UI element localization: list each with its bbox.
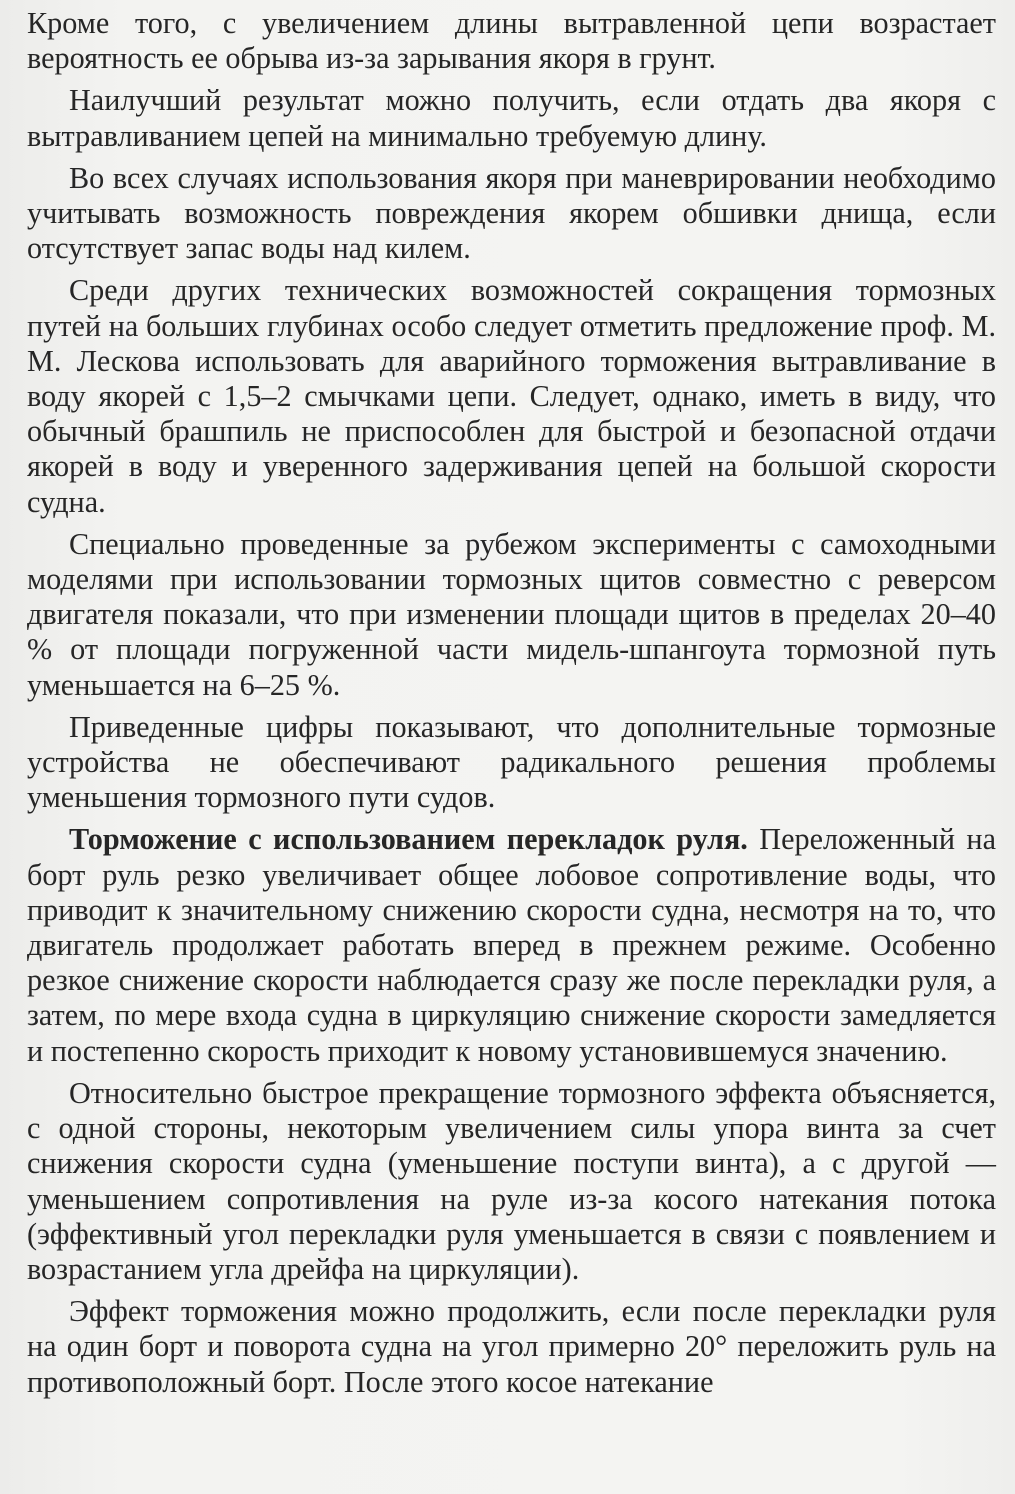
paragraph-text: Кроме того, с увеличением длины вытравленной цепи возрастает вероятность ее обрыва из-за зарывания якоря в грунт. <box>27 6 996 76</box>
body-text <box>27 6 996 1400</box>
paragraph-experiments <box>27 527 996 703</box>
paragraph-rudder-braking <box>27 822 996 1068</box>
paragraph-braking-effect <box>27 1076 996 1287</box>
paragraph-text: Относительно быстрое прекращение тормозного эффекта объясняется, с одной стороны, некоторым увеличением силы упора винта за счет снижения скорости судна (уменьшение поступи винта), а с другой — уменьшением сопротивления на руле из-за косого натекания потока (эффективный угол перекладки руля уменьшается в связи с появлением и возрастанием угла дрейфа на циркуляции). <box>27 1075 996 1286</box>
paragraph-anchor-chain <box>27 6 996 76</box>
paragraph-text: Во всех случаях использования якоря при маневрировании необходимо учитывать возможность повреждения якорем обшивки днища, если отсутствует запас воды над килем. <box>27 160 996 266</box>
paragraph-conclusion <box>27 710 996 816</box>
section-heading: Торможение с использованием перекладок руля. <box>69 822 748 857</box>
paragraph-text: Эффект торможения можно продолжить, если после перекладки руля на один борт и поворота судна на угол примерно 20° переложить руль на противоположный борт. После этого косое натекание <box>27 1294 996 1399</box>
paragraph-leskov-proposal <box>27 273 996 519</box>
paragraph-text: Переложенный на борт руль резко увеличивает общее лобовое сопротивление воды, что приводит к значительному снижению скорости судна, несмотря на то, что двигатель продолжает работать вперед в прежнем режиме. Особенно резкое снижение скорости наблюдается сразу же после перекладки руля, а затем, по мере входа судна в циркуляцию снижение скорости замедляется и постепенно скорость приходит к новому установившемуся значению. <box>27 822 996 1068</box>
paragraph-continued-braking <box>27 1294 996 1400</box>
paragraph-text: Наилучший результат можно получить, если отдать два якоря с вытравливанием цепей на минимально требуемую длину. <box>27 83 996 153</box>
paragraph-text: Среди других технических возможностей сокращения тормозных путей на больших глубинах особо следует отметить предложение проф. М. М. Лескова использовать для аварийного торможения вытравливание в воду якорей с 1,5–2 смычками цепи. Следует, однако, иметь в виду, что обычный брашпиль не приспособлен для быстрой и безопасной отдачи якорей в воду и уверенного задерживания цепей на большой скорости судна. <box>27 273 996 519</box>
paragraph-hull-damage <box>27 161 996 267</box>
paragraph-text: Приведенные цифры показывают, что дополнительные тормозные устройства не обеспечивают радикального решения проблемы уменьшения тормозного пути судов. <box>27 709 996 815</box>
paragraph-two-anchors <box>27 83 996 153</box>
paragraph-text: Специально проведенные за рубежом эксперименты с самоходными моделями при использовании тормозных щитов совместно с реверсом двигателя показали, что при изменении площади щитов в пределах 20–40 % от площади погруженной части мидель-шпангоута тормозной путь уменьшается на 6–25 %. <box>27 526 996 702</box>
